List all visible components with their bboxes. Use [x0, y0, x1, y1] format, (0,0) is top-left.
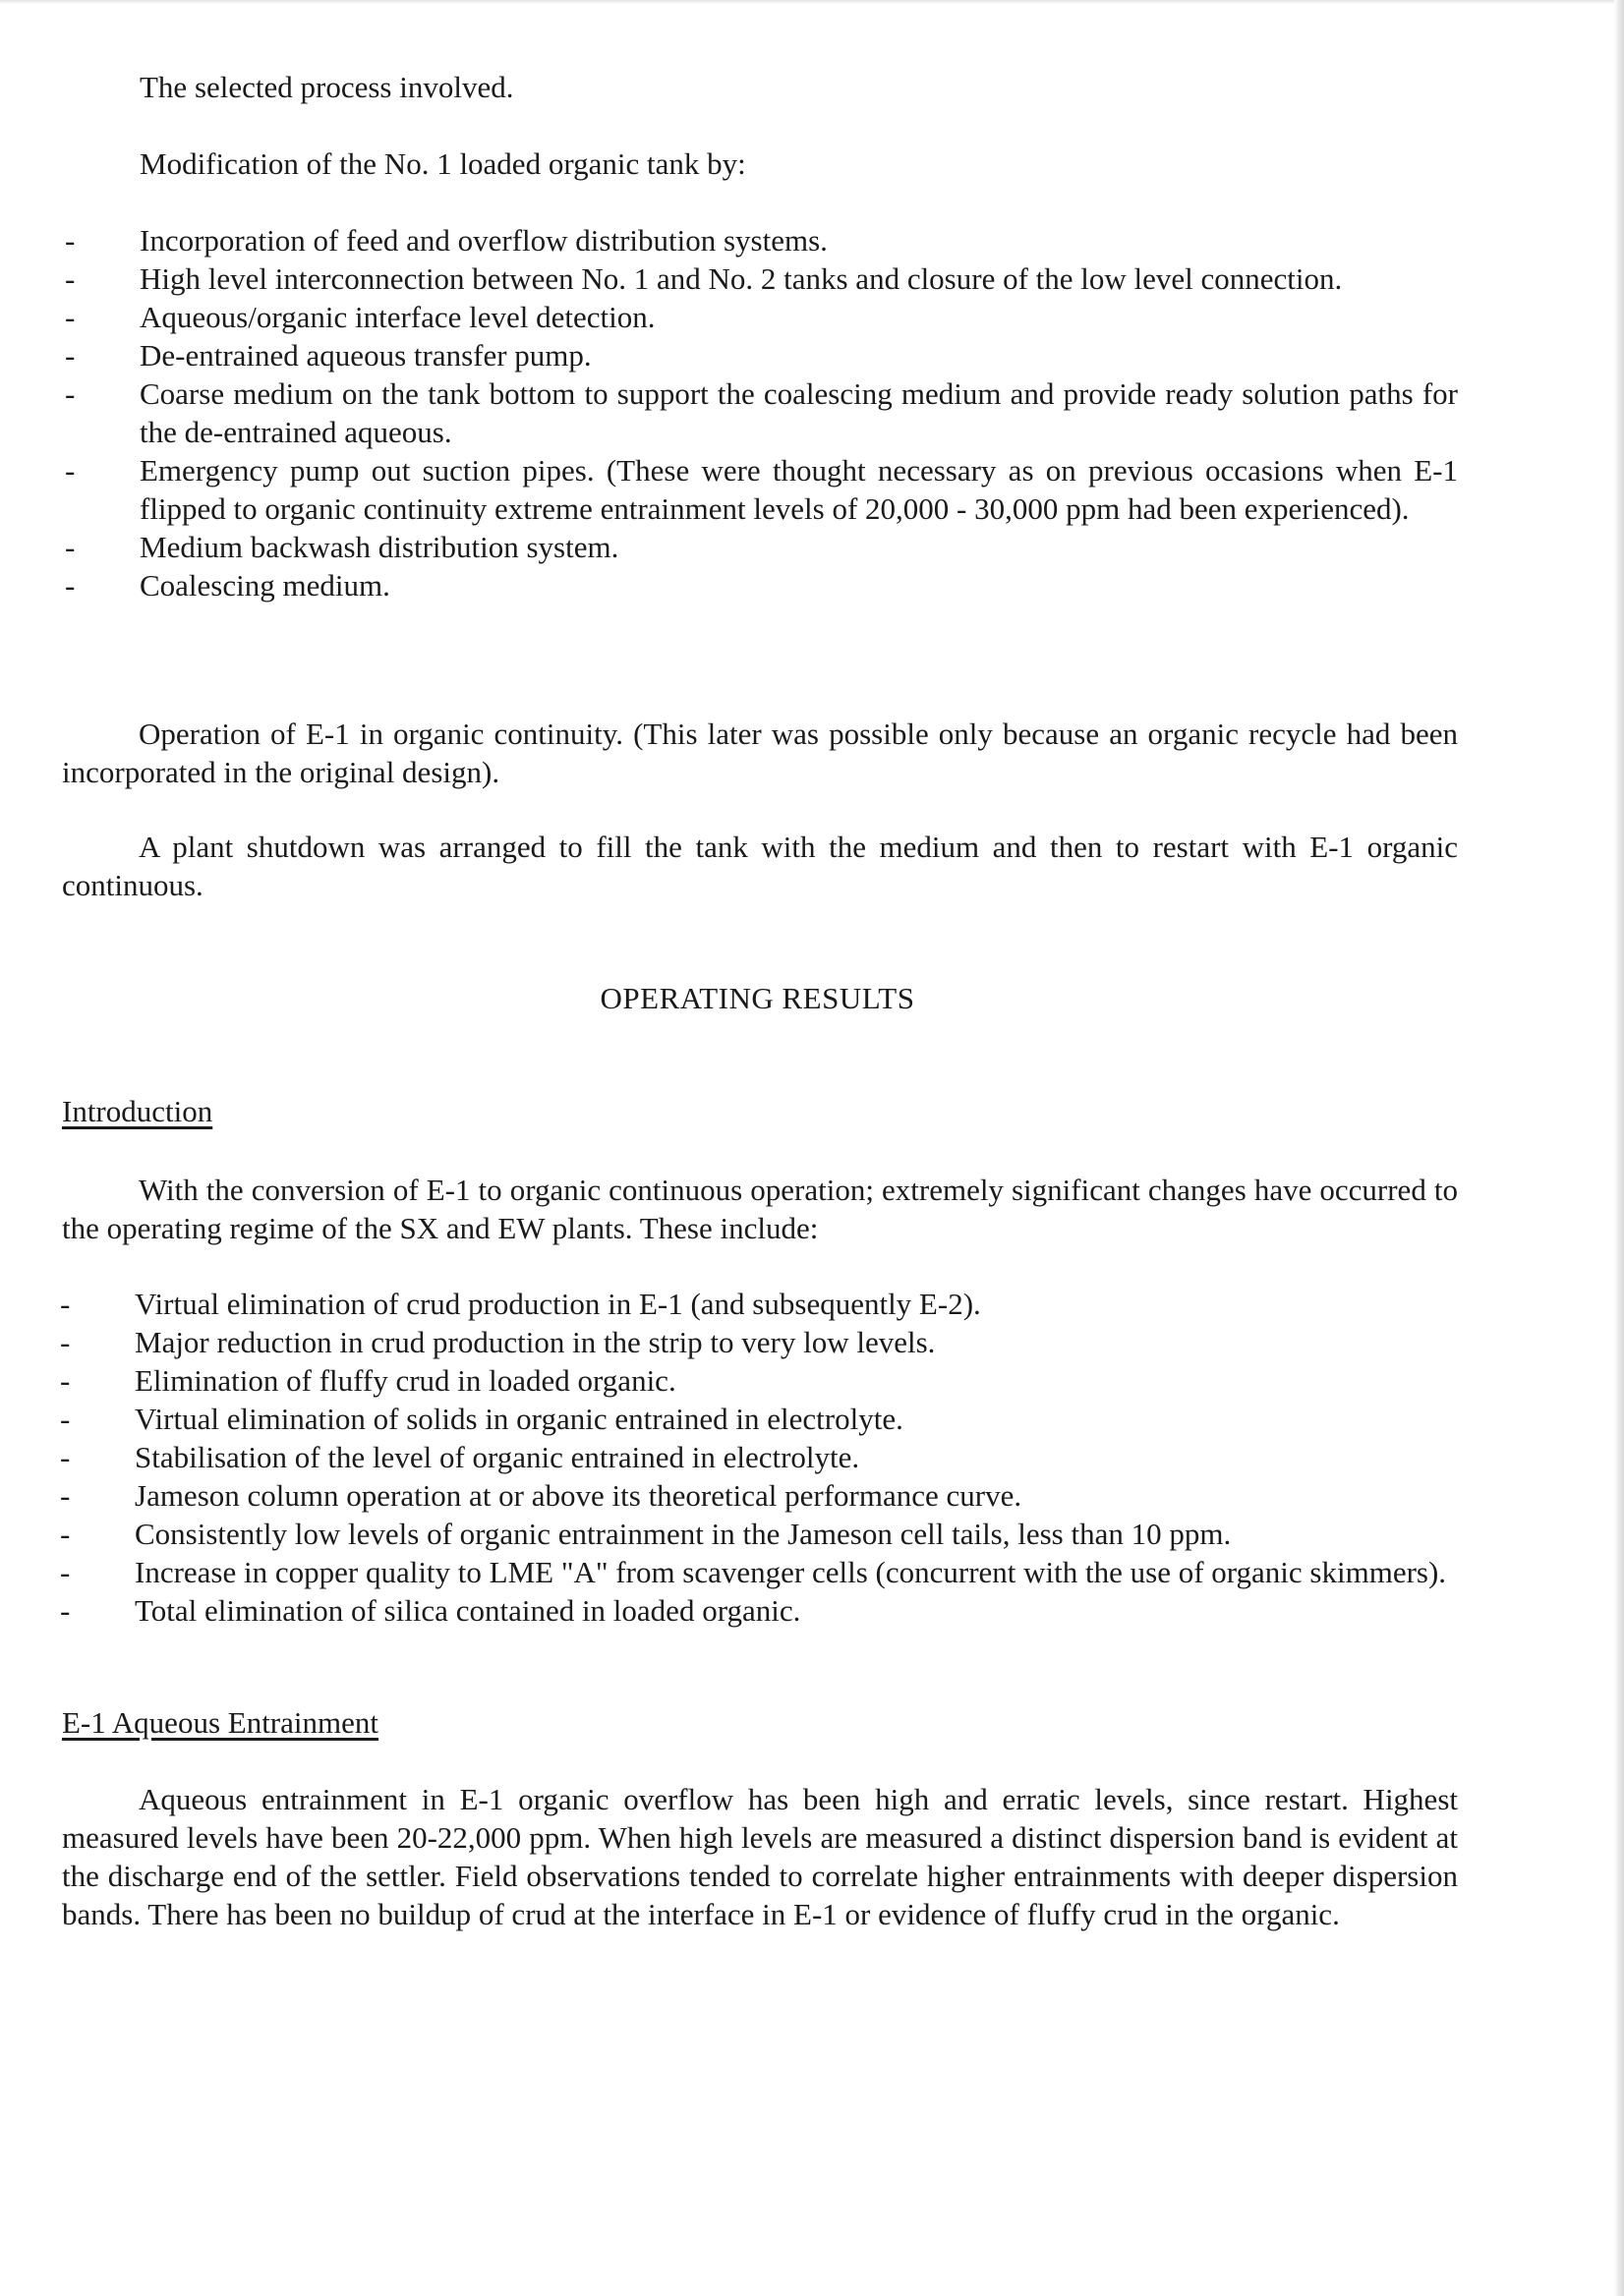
list-item: - High level interconnection between No. 1 and No. 2 tanks and closure of the low level connection. [65, 261, 1343, 296]
list-item: - De-entrained aqueous transfer pump. [65, 338, 592, 373]
list-item: - Coalescing medium. [65, 568, 390, 603]
modification-heading: Modification of the No. 1 loaded organic tank by: [140, 146, 746, 181]
list-item: - Major reduction in crud production in the strip to very low levels. [60, 1325, 936, 1359]
introduction-heading: Introduction [62, 1094, 213, 1128]
list-item: - Increase in copper quality to LME "A" from scavenger cells (concurrent with the use of organic skimmers). [60, 1555, 1447, 1589]
list-item: - Virtual elimination of crud production in E-1 (and subsequently E-2). [60, 1287, 981, 1321]
list-item: - Incorporation of feed and overflow distribution systems. [65, 223, 828, 258]
list-item: - Coarse medium on the tank bottom to support the coalescing medium and provide ready solution paths for the de-entrained aqueous. [65, 376, 1458, 449]
list-item: - Medium backwash distribution system. [65, 530, 619, 564]
list-item: - Total elimination of silica contained in loaded organic. [60, 1593, 801, 1628]
results-list [60, 1285, 1458, 1630]
scan-top-edge [0, 0, 1624, 4]
list-item: - Aqueous/organic interface level detection. [65, 300, 656, 334]
process-intro: The selected process involved. [140, 70, 514, 104]
e1-aqueous-entrainment-paragraph: Aqueous entrainment in E-1 organic overflow has been high and erratic levels, since restart. Highest measured levels have been 20-22,000 ppm. When high levels are measured a distinct dispersion band is evident at the discharge end of the settler. Field observations tended to correlate higher entrainments with deeper dispersion bands. There has been no buildup of crud at the interface in E-1 or evidence of fluffy crud in the organic. [62, 1782, 1458, 1931]
shutdown-paragraph: A plant shutdown was arranged to fill the tank with the medium and then to restart with E-1 organic continuous. [62, 830, 1458, 902]
list-item: - Elimination of fluffy crud in loaded organic. [60, 1363, 676, 1398]
list-item: - Jameson column operation at or above its theoretical performance curve. [60, 1478, 1022, 1513]
operating-results-title: OPERATING RESULTS [600, 981, 915, 1015]
introduction-paragraph: With the conversion of E-1 to organic continuous operation; extremely significant changes have occurred to the operating regime of the SX and EW plants. These include: [62, 1173, 1458, 1245]
list-item: - Emergency pump out suction pipes. (These were thought necessary as on previous occasions when E-1 flipped to organic continuity extreme entrainment levels of 20,000 - 30,000 ppm had been experienced). [65, 453, 1458, 526]
list-item: - Consistently low levels of organic entrainment in the Jameson cell tails, less than 10 ppm. [60, 1517, 1232, 1551]
e1-aqueous-entrainment-heading: E-1 Aqueous Entrainment [62, 1705, 378, 1740]
list-item: - Stabilisation of the level of organic entrained in electrolyte. [60, 1440, 860, 1474]
list-item: - Virtual elimination of solids in organic entrained in electrolyte. [60, 1402, 903, 1436]
modification-list [65, 221, 1458, 604]
scan-right-edge [1614, 0, 1624, 2296]
operation-paragraph: Operation of E-1 in organic continuity. (This later was possible only because an organic recycle had been incorporated in the original design). [62, 717, 1458, 789]
